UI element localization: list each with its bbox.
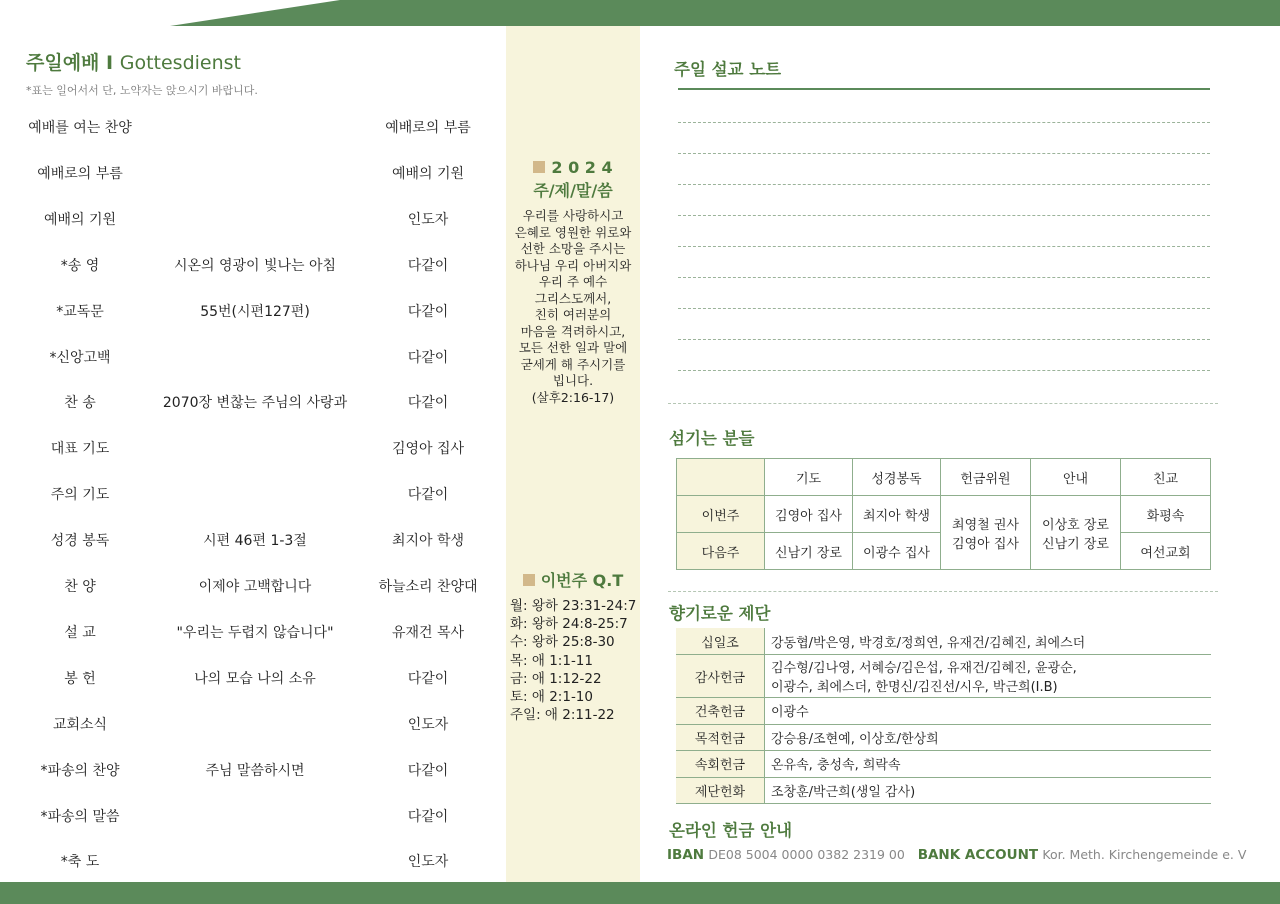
header-ushers: 안내 — [1031, 459, 1121, 496]
service-leader: 다같이 — [407, 257, 449, 274]
offerings-title: 향기로운 제단 — [669, 604, 771, 623]
servers-title: 섬기는 분들 — [669, 429, 755, 448]
this-week-prayer: 김영아 집사 — [765, 496, 853, 533]
service-row — [0, 163, 506, 185]
qt-day: 금: 애 1:12-22 — [510, 670, 602, 687]
verse-line: 그리스도께서, — [534, 290, 612, 306]
verse-line: 은혜로 영원한 위로와 — [514, 224, 632, 240]
bank-info — [667, 847, 1246, 863]
square-bullet-icon — [523, 574, 535, 586]
sermon-note-title: 주일 설교 노트 — [674, 60, 782, 79]
online-title: 온라인 헌금 안내 — [669, 821, 793, 840]
offering-label: 속회헌금 — [676, 751, 765, 778]
service-row — [0, 438, 506, 460]
iban-label: IBAN — [667, 847, 705, 863]
next-week-label: 다음주 — [677, 533, 765, 570]
offering-row — [676, 655, 1211, 698]
top-band-cut — [0, 0, 340, 26]
verse-line: 굳세게 해 주시기를 — [520, 356, 626, 372]
offering-names-line: 조창훈/박근희(생일 감사) — [771, 784, 916, 800]
verse-line: 모든 선한 일과 말에 — [518, 340, 628, 355]
offering-row — [676, 698, 1211, 725]
service-row — [0, 255, 506, 277]
qt-day: 목: 애 1:1-11 — [510, 652, 593, 669]
qt-day: 토: 애 2:1-10 — [510, 689, 593, 706]
square-bullet-icon — [533, 161, 545, 173]
offering-team-2: 김영아 집사 — [952, 536, 1019, 552]
header-offering-team: 헌금위원 — [941, 459, 1031, 496]
note-line — [678, 184, 1210, 185]
offering-label: 감사헌금 — [676, 655, 765, 698]
verse-line: 마음을 격려하시고, — [520, 323, 626, 339]
service-detail: 55번(시편127편) — [200, 303, 310, 320]
qt-day: 수: 왕하 25:8-30 — [510, 634, 615, 651]
worship-note: *표는 일어서서 단, 노약자는 앉으시기 바랍니다. — [26, 84, 258, 97]
service-leader: 다같이 — [407, 395, 449, 412]
note-line — [678, 215, 1210, 216]
verse-line: 선한 소망을 주시는 — [520, 241, 626, 256]
service-item: *축 도 — [60, 854, 100, 871]
theme-column — [506, 26, 640, 882]
offering-names-line: 이광수 — [771, 705, 809, 721]
offering-names-line: 강승용/조현예, 이상호/한상희 — [771, 731, 939, 747]
offering-names — [765, 724, 1212, 751]
service-detail: 나의 모습 나의 소유 — [194, 670, 316, 687]
service-leader: 유재건 목사 — [391, 624, 465, 641]
theme-year: 2 0 2 4 — [551, 158, 613, 177]
offering-names — [765, 655, 1212, 698]
service-leader: 다같이 — [407, 762, 449, 779]
offering-label: 건축헌금 — [676, 698, 765, 725]
service-row — [0, 668, 506, 690]
service-row — [0, 576, 506, 598]
service-item: 예배로의 부름 — [37, 165, 123, 182]
offering-row — [676, 751, 1211, 778]
servers-row-this-week — [677, 496, 1211, 533]
offering-team — [941, 496, 1031, 570]
this-week-reading: 최지아 학생 — [853, 496, 941, 533]
service-item: *신앙고백 — [49, 349, 111, 366]
service-leader: 다같이 — [407, 349, 449, 366]
header-prayer: 기도 — [765, 459, 853, 496]
section-divider — [668, 403, 1218, 404]
offering-label: 십일조 — [676, 628, 765, 655]
verse-line: 친히 여러분의 — [534, 307, 612, 322]
service-leader: 다같이 — [407, 808, 449, 825]
header-fellowship: 친교 — [1121, 459, 1211, 496]
offering-names-line: 강동협/박은영, 박경호/정희연, 유재건/김혜진, 최에스더 — [771, 635, 1086, 651]
service-leader: 인도자 — [407, 716, 449, 733]
service-detail: "우리는 두렵지 않습니다" — [176, 624, 334, 641]
usher-1: 이상호 장로 — [1042, 517, 1109, 533]
service-detail: 주님 말씀하시면 — [205, 762, 305, 779]
qt-list — [510, 597, 640, 724]
bottom-band — [0, 882, 1280, 904]
verse-line: 하나님 우리 아버지와 — [514, 257, 632, 273]
qt-day: 월: 왕하 23:31-24:7 — [510, 598, 637, 614]
service-item: 찬 양 — [64, 579, 96, 595]
service-item: 예배를 여는 찬양 — [28, 120, 132, 136]
offering-names — [765, 628, 1212, 655]
offering-names-line: 이광수, 최에스더, 한명신/김진선/시우, 박근희(I.B) — [771, 680, 1058, 695]
service-leader: 다같이 — [407, 303, 449, 320]
service-item: *교독문 — [56, 303, 104, 320]
qt-day: 주일: 애 2:11-22 — [510, 707, 615, 724]
account-label: BANK ACCOUNT — [917, 847, 1039, 863]
service-detail: 2070장 변찮는 주님의 사랑과 — [162, 395, 348, 412]
theme-year-heading — [506, 158, 640, 177]
worship-title — [26, 48, 241, 75]
service-row — [0, 117, 506, 139]
header-reading: 성경봉독 — [853, 459, 941, 496]
offering-names — [765, 777, 1212, 804]
account-value: Kor. Meth. Kirchengemeinde e. V — [1042, 847, 1247, 862]
next-week-fellowship: 여선교회 — [1121, 533, 1211, 570]
next-week-prayer: 신남기 장로 — [765, 533, 853, 570]
service-row — [0, 347, 506, 369]
service-leader: 예배의 기원 — [391, 165, 465, 182]
ushers — [1031, 496, 1121, 570]
verse-line: (살후2:16-17) — [531, 389, 615, 405]
next-week-reading: 이광수 집사 — [853, 533, 941, 570]
offerings-table — [676, 628, 1211, 804]
worship-title-main: 주일예배 I — [26, 52, 114, 74]
note-line — [678, 246, 1210, 247]
service-item: 예배의 기원 — [43, 211, 117, 228]
qt-day: 화: 왕하 24:8-25:7 — [510, 616, 628, 633]
note-line — [678, 277, 1210, 278]
offering-names-line: 온유속, 충성속, 희락속 — [771, 758, 901, 774]
service-detail: 시편 46편 1-3절 — [203, 533, 307, 550]
service-item: *파송의 말씀 — [40, 808, 120, 825]
offering-names — [765, 698, 1212, 725]
offering-names — [765, 751, 1212, 778]
sermon-note-rule — [678, 88, 1210, 90]
service-item: *파송의 찬양 — [40, 762, 120, 779]
note-line — [678, 370, 1210, 371]
note-line — [678, 308, 1210, 309]
offering-row — [676, 724, 1211, 751]
servers-table — [676, 458, 1211, 570]
service-item: 교회소식 — [52, 716, 108, 733]
this-week-fellowship: 화평속 — [1121, 496, 1211, 533]
service-row — [0, 484, 506, 506]
iban-value: DE08 5004 0000 0382 2319 00 — [708, 847, 905, 862]
service-row — [0, 806, 506, 828]
servers-corner — [677, 459, 765, 496]
qt-heading — [506, 568, 640, 591]
service-leader: 예배로의 부름 — [385, 120, 471, 136]
worship-title-sub: Gottesdienst — [119, 52, 241, 74]
note-line — [678, 153, 1210, 154]
service-item: 성경 봉독 — [50, 533, 110, 550]
offering-names-line: 김수형/김나영, 서혜승/김은섭, 유재건/김혜진, 윤광순, — [771, 661, 1077, 676]
offering-label: 목적헌금 — [676, 724, 765, 751]
service-item: 찬 송 — [64, 395, 96, 412]
service-item: 설 교 — [64, 624, 96, 641]
verse-line: 우리 주 예수 — [538, 274, 608, 289]
verse-line: 빕니다. — [552, 373, 594, 388]
service-row — [0, 851, 506, 873]
service-row — [0, 530, 506, 552]
verse-line: 우리를 사랑하시고 — [522, 208, 624, 223]
offering-row — [676, 777, 1211, 804]
note-line — [678, 339, 1210, 340]
service-row — [0, 714, 506, 736]
service-leader: 인도자 — [407, 211, 449, 228]
theme-verse — [506, 208, 640, 406]
service-item: 주의 기도 — [50, 487, 110, 504]
service-row — [0, 760, 506, 782]
service-detail: 시온의 영광이 빛나는 아침 — [173, 257, 337, 274]
qt-heading-text: 이번주 Q.T — [540, 571, 624, 590]
theme-heading: 주/제/말/씀 — [533, 181, 613, 200]
note-line — [678, 122, 1210, 123]
service-leader: 하늘소리 찬양대 — [378, 579, 478, 595]
servers-header-row — [677, 459, 1211, 496]
usher-2: 신남기 장로 — [1042, 536, 1109, 552]
service-row — [0, 209, 506, 231]
service-leader: 김영아 집사 — [391, 441, 465, 458]
this-week-label: 이번주 — [677, 496, 765, 533]
service-leader: 다같이 — [407, 670, 449, 687]
service-leader: 최지아 학생 — [391, 533, 465, 550]
service-item: 봉 헌 — [64, 670, 96, 687]
service-leader: 다같이 — [407, 487, 449, 504]
section-divider — [668, 591, 1218, 592]
offering-label: 제단헌화 — [676, 777, 765, 804]
service-detail: 이제야 고백합니다 — [198, 579, 312, 595]
offering-row — [676, 628, 1211, 655]
service-row — [0, 392, 506, 414]
service-leader: 인도자 — [407, 854, 449, 871]
service-item: 대표 기도 — [50, 441, 110, 458]
service-row — [0, 622, 506, 644]
service-item: *송 영 — [60, 257, 100, 274]
offering-team-1: 최영철 권사 — [952, 517, 1019, 533]
service-row — [0, 301, 506, 323]
